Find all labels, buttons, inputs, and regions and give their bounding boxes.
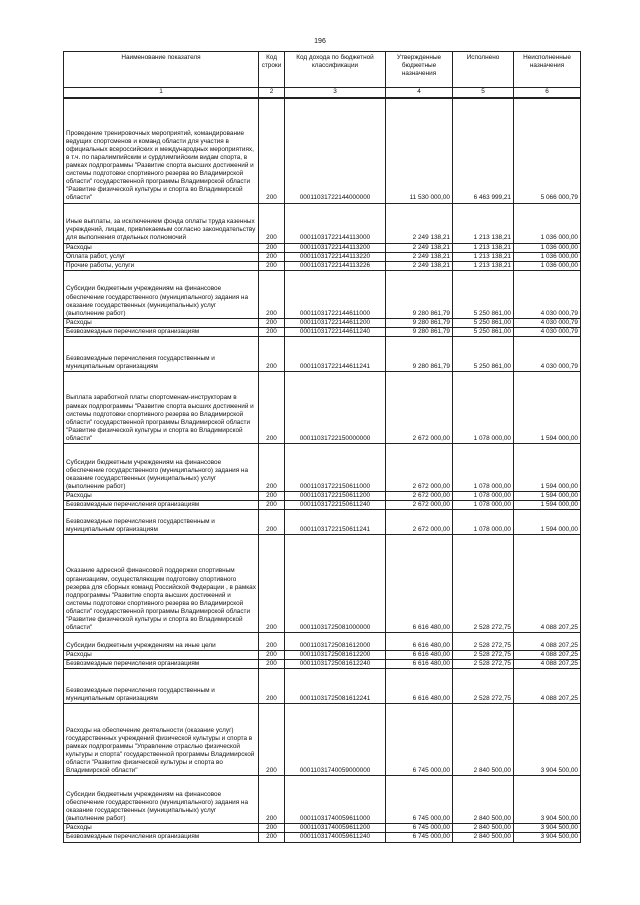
row-remaining: 1 594 000,00: [514, 510, 581, 535]
row-approved: 2 249 138,21: [386, 243, 453, 252]
row-budget-code: 00011031740059000000: [285, 704, 386, 776]
header-row: [64, 52, 581, 88]
row-approved: 2 672 000,00: [386, 443, 453, 491]
row-name: Расходы: [64, 243, 259, 252]
row-line-code: 200: [259, 318, 285, 327]
table-row: [64, 633, 581, 651]
row-line-code: 200: [259, 243, 285, 252]
row-name: Расходы: [64, 651, 259, 660]
row-line-code: 200: [259, 443, 285, 491]
row-remaining: 4 088 207,25: [514, 535, 581, 633]
table-row: [64, 824, 581, 833]
row-name: Субсидии бюджетным учреждениям на финансовое обеспечение государственного (муниципального) задания на оказание государственных (муниципальных) услуг (выполнение работ): [64, 270, 259, 318]
row-executed: 1 213 138,21: [453, 261, 514, 270]
row-remaining: 4 030 000,79: [514, 327, 581, 336]
row-remaining: 4 088 207,25: [514, 651, 581, 660]
table-row: [64, 261, 581, 270]
row-line-code: 200: [259, 776, 285, 824]
row-remaining: 1 036 000,00: [514, 243, 581, 252]
table-row: [64, 651, 581, 660]
row-budget-code: 00011031725081000000: [285, 535, 386, 633]
row-line-code: 200: [259, 252, 285, 261]
row-approved: 6 616 480,00: [386, 669, 453, 704]
row-name: Безвозмездные перечисления организациям: [64, 660, 259, 669]
row-budget-code: 00011031722144611240: [285, 327, 386, 336]
row-name: Безвозмездные перечисления организациям: [64, 501, 259, 510]
row-name: Расходы: [64, 318, 259, 327]
row-executed: 5 250 861,00: [453, 336, 514, 371]
column-number: 3: [285, 88, 386, 99]
row-approved: 6 616 480,00: [386, 651, 453, 660]
row-budget-code: 00011031722144113220: [285, 252, 386, 261]
row-approved: 2 672 000,00: [386, 510, 453, 535]
row-name: Безвозмездные перечисления государственным и муниципальным организациям: [64, 669, 259, 704]
table-row: [64, 270, 581, 318]
row-name: Безвозмездные перечисления организациям: [64, 833, 259, 842]
row-remaining: 1 036 000,00: [514, 261, 581, 270]
row-remaining: 1 594 000,00: [514, 491, 581, 500]
row-name: Проведение тренировочных мероприятий, командирование ведущих спортсменов и команд области для участия в официальных всероссийских и международных мероприятиях, в т.ч. по паралимпийским и сурдлимпийским видам спорта, в рамках подпрограммы "Развитие спорта высших достижений и системы подготовки спортивного резерва во Владимирской области" государственной программы Владимирской области "Развитие физической культуры и спорта во Владимирской области": [64, 98, 259, 203]
header-approved: Утвержденные бюджетные назначения: [386, 52, 453, 88]
row-remaining: 3 904 500,00: [514, 776, 581, 824]
row-line-code: 200: [259, 510, 285, 535]
column-number: 5: [453, 88, 514, 99]
row-executed: 2 840 500,00: [453, 704, 514, 776]
header-executed: Исполнено: [453, 52, 514, 88]
row-executed: 1 078 000,00: [453, 491, 514, 500]
row-name: Субсидии бюджетным учреждениям на финансовое обеспечение государственного (муниципального) задания на оказание государственных (муниципальных) услуг (выполнение работ): [64, 776, 259, 824]
row-budget-code: 00011031740059611200: [285, 824, 386, 833]
row-remaining: 1 036 000,00: [514, 252, 581, 261]
row-approved: 9 280 861,79: [386, 336, 453, 371]
row-line-code: 200: [259, 491, 285, 500]
row-name: Субсидии бюджетным учреждениям на финансовое обеспечение государственного (муниципального) задания на оказание государственных (муниципальных) услуг (выполнение работ): [64, 443, 259, 491]
row-remaining: 5 066 000,79: [514, 98, 581, 203]
row-approved: 11 530 000,00: [386, 98, 453, 203]
row-remaining: 1 594 000,00: [514, 371, 581, 443]
row-approved: 9 280 861,79: [386, 327, 453, 336]
row-remaining: 1 036 000,00: [514, 203, 581, 243]
row-executed: 1 213 138,21: [453, 252, 514, 261]
table-row: [64, 336, 581, 371]
row-line-code: 200: [259, 261, 285, 270]
row-name: Безвозмездные перечисления государственным и муниципальным организациям: [64, 336, 259, 371]
row-executed: 1 213 138,21: [453, 203, 514, 243]
row-name: Расходы: [64, 491, 259, 500]
column-number-row: [64, 88, 581, 99]
row-line-code: 200: [259, 203, 285, 243]
row-executed: 1 078 000,00: [453, 510, 514, 535]
row-budget-code: 00011031725081612200: [285, 651, 386, 660]
row-approved: 6 745 000,00: [386, 833, 453, 842]
row-executed: 2 528 272,75: [453, 669, 514, 704]
row-remaining: 3 904 500,00: [514, 833, 581, 842]
row-approved: 2 249 138,21: [386, 203, 453, 243]
row-line-code: 200: [259, 371, 285, 443]
row-executed: 2 528 272,75: [453, 633, 514, 651]
row-remaining: 4 088 207,25: [514, 633, 581, 651]
table-row: [64, 776, 581, 824]
row-line-code: 200: [259, 327, 285, 336]
column-number: 6: [514, 88, 581, 99]
row-name: Оплата работ, услуг: [64, 252, 259, 261]
row-approved: 6 616 480,00: [386, 535, 453, 633]
table-row: [64, 660, 581, 669]
row-approved: 2 672 000,00: [386, 371, 453, 443]
row-budget-code: 00011031740059611000: [285, 776, 386, 824]
header-line-code: Код строки: [259, 52, 285, 88]
row-line-code: 200: [259, 833, 285, 842]
table-row: [64, 98, 581, 203]
row-name: Субсидии бюджетным учреждениям на иные цели: [64, 633, 259, 651]
row-name: Безвозмездные перечисления государственным и муниципальным организациям: [64, 510, 259, 535]
row-budget-code: 00011031722144611000: [285, 270, 386, 318]
row-line-code: 200: [259, 270, 285, 318]
budget-table: [63, 51, 581, 843]
row-name: Расходы: [64, 824, 259, 833]
row-remaining: 4 030 000,79: [514, 270, 581, 318]
table-row: [64, 491, 581, 500]
row-executed: 2 840 500,00: [453, 776, 514, 824]
row-budget-code: 00011031740059611240: [285, 833, 386, 842]
row-budget-code: 00011031722150611200: [285, 491, 386, 500]
header-remaining: Неисполненные назначения: [514, 52, 581, 88]
row-name: Иные выплаты, за исключением фонда оплаты труда казенных учреждений, лицам, привлекаемым согласно законодательству для выполнения отдельных полномочий: [64, 203, 259, 243]
table-row: [64, 327, 581, 336]
column-number: 1: [64, 88, 259, 99]
row-budget-code: 00011031722150611000: [285, 443, 386, 491]
row-name: Выплата заработной платы спортсменам-инструкторам в рамках подпрограммы "Развитие спорта высших достижений и системы подготовки спортивного резерва во Владимирской области" государственной программы Владимирской области "Развитие физической культуры и спорта во Владимирской области": [64, 371, 259, 443]
row-approved: 6 745 000,00: [386, 704, 453, 776]
row-approved: 2 672 000,00: [386, 501, 453, 510]
row-line-code: 200: [259, 98, 285, 203]
row-line-code: 200: [259, 501, 285, 510]
row-line-code: 200: [259, 704, 285, 776]
table-row: [64, 833, 581, 842]
row-executed: 2 840 500,00: [453, 833, 514, 842]
row-line-code: 200: [259, 535, 285, 633]
row-approved: 6 616 480,00: [386, 633, 453, 651]
row-executed: 5 250 861,00: [453, 270, 514, 318]
row-remaining: 3 904 500,00: [514, 704, 581, 776]
table-row: [64, 669, 581, 704]
row-executed: 5 250 861,00: [453, 327, 514, 336]
row-executed: 5 250 861,00: [453, 318, 514, 327]
row-line-code: 200: [259, 633, 285, 651]
row-executed: 6 463 999,21: [453, 98, 514, 203]
page-number: 196: [314, 38, 326, 45]
row-executed: 2 528 272,75: [453, 651, 514, 660]
header-name: Наименование показателя: [64, 52, 259, 88]
row-name: Прочие работы, услуги: [64, 261, 259, 270]
column-number: 2: [259, 88, 285, 99]
header-budget-code: Код дохода по бюджетной классификации: [285, 52, 386, 88]
row-line-code: 200: [259, 669, 285, 704]
table-row: [64, 443, 581, 491]
row-remaining: 3 904 500,00: [514, 824, 581, 833]
row-executed: 1 078 000,00: [453, 501, 514, 510]
row-remaining: 1 594 000,00: [514, 501, 581, 510]
row-executed: 1 213 138,21: [453, 243, 514, 252]
row-budget-code: 00011031722144113226: [285, 261, 386, 270]
table-row: [64, 243, 581, 252]
row-budget-code: 00011031722144113000: [285, 203, 386, 243]
row-remaining: 4 088 207,25: [514, 669, 581, 704]
row-budget-code: 00011031722150611240: [285, 501, 386, 510]
table-row: [64, 510, 581, 535]
row-budget-code: 00011031722144113200: [285, 243, 386, 252]
row-line-code: 200: [259, 336, 285, 371]
row-remaining: 4 030 000,79: [514, 336, 581, 371]
row-budget-code: 00011031725081612241: [285, 669, 386, 704]
row-remaining: 1 594 000,00: [514, 443, 581, 491]
row-budget-code: 00011031725081612240: [285, 660, 386, 669]
row-approved: 9 280 861,79: [386, 270, 453, 318]
row-approved: 2 249 138,21: [386, 261, 453, 270]
table-row: [64, 203, 581, 243]
row-name: Оказание адресной финансовой поддержки спортивным организациям, осуществляющим подготовку спортивного резерва для сборных команд Российской Федерации , в рамках подпрограммы "Развитие спорта высших достижений и системы подготовки спортивного резерва во Владимирской области" государственной программы Владимирской области "Развитие физической культуры и спорта во Владимирской области": [64, 535, 259, 633]
row-line-code: 200: [259, 660, 285, 669]
row-approved: 2 249 138,21: [386, 252, 453, 261]
row-approved: 9 280 861,79: [386, 318, 453, 327]
row-budget-code: 00011031725081612000: [285, 633, 386, 651]
table-row: [64, 535, 581, 633]
row-name: Безвозмездные перечисления организациям: [64, 327, 259, 336]
table-row: [64, 252, 581, 261]
row-budget-code: 00011031722150611241: [285, 510, 386, 535]
row-executed: 1 078 000,00: [453, 443, 514, 491]
row-line-code: 200: [259, 651, 285, 660]
table-row: [64, 318, 581, 327]
row-approved: 6 745 000,00: [386, 824, 453, 833]
column-number: 4: [386, 88, 453, 99]
row-approved: 2 672 000,00: [386, 491, 453, 500]
row-budget-code: 00011031722144611241: [285, 336, 386, 371]
row-executed: 2 528 272,75: [453, 660, 514, 669]
row-line-code: 200: [259, 824, 285, 833]
row-budget-code: 00011031722150000000: [285, 371, 386, 443]
row-executed: 2 528 272,75: [453, 535, 514, 633]
row-budget-code: 00011031722144611200: [285, 318, 386, 327]
row-executed: 1 078 000,00: [453, 371, 514, 443]
table-row: [64, 501, 581, 510]
row-executed: 2 840 500,00: [453, 824, 514, 833]
table-row: [64, 371, 581, 443]
table-row: [64, 704, 581, 776]
row-name: Расходы на обеспечение деятельности (оказание услуг) государственных учреждений физической культуры и спорта в рамках подпрограммы "Управление отраслью физической культуры и спорта" государственной программы Владимирской области "Развитие физической культуры и спорта во Владимирской области": [64, 704, 259, 776]
row-approved: 6 616 480,00: [386, 660, 453, 669]
row-remaining: 4 030 000,79: [514, 318, 581, 327]
row-approved: 6 745 000,00: [386, 776, 453, 824]
row-remaining: 4 088 207,25: [514, 660, 581, 669]
row-budget-code: 00011031722144000000: [285, 98, 386, 203]
